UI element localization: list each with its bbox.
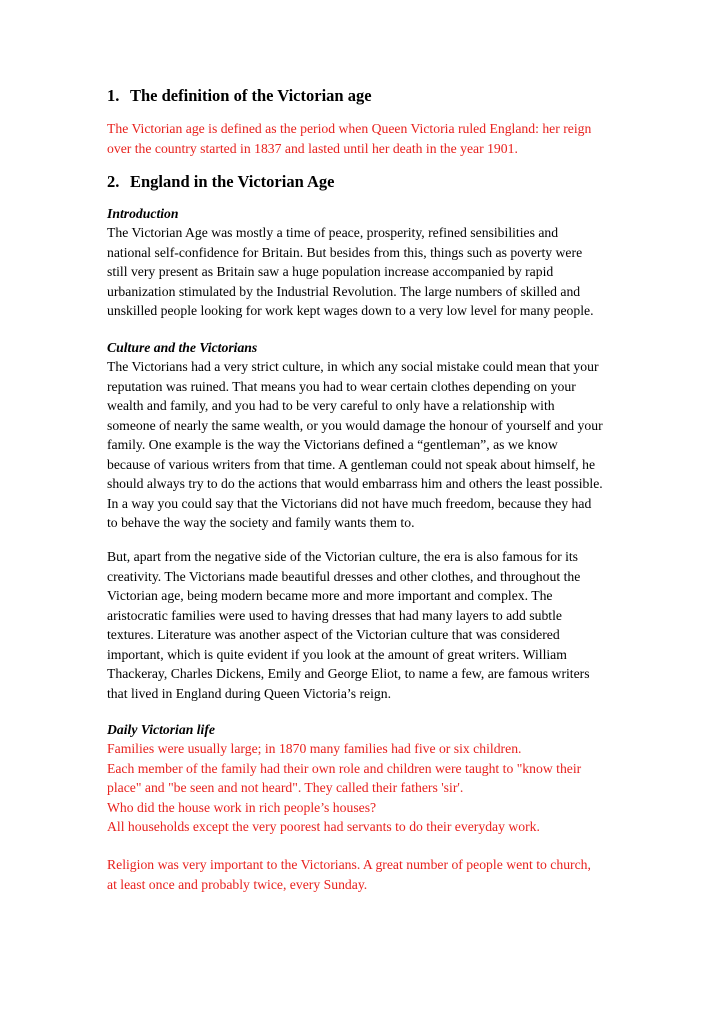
text-line: urbanization stimulated by the Industrial Revolution. The large numbers of skilled and [107, 283, 581, 299]
text-line: over the country started in 1837 and lasted until her death in the year 1901. [107, 140, 518, 156]
text-line: aristocratic families were used to having dresses that had many layers to add subtle [107, 607, 562, 623]
text-line: Thackeray, Charles Dickens, Emily and George Eliot, to name a few, are famous writers [107, 666, 590, 681]
text-line: wealth and family, and you had to be very careful to only have a relationship with [107, 398, 555, 413]
text-line: someone of nearly the same wealth, or you would damage the honour of yourself and your [107, 417, 603, 433]
introduction-body [107, 223, 594, 321]
culture-body-1 [107, 357, 603, 533]
introduction-heading: Introduction [107, 206, 179, 221]
text-line: Who did the house work in rich people’s houses? [107, 799, 377, 815]
text-line: Victorian age, being modern became more and more important and complex. The [107, 588, 553, 603]
text-line: But, apart from the negative side of the Victorian culture, the era is also famous for its [107, 549, 579, 564]
text-line: still very present as Britain saw a huge population increase accompanied by rapid [107, 264, 554, 279]
section-2-number: 2. [107, 172, 120, 191]
text-line: important, which is quite evident if you look at the amount of great writers. William [107, 646, 567, 662]
section-1-title: The definition of the Victorian age [130, 86, 372, 105]
daily-life-body-1 [107, 739, 581, 837]
text-line: because of various writers from that time. A gentleman could not speak about himself, he [107, 456, 596, 472]
culture-body-2 [107, 547, 590, 703]
text-line: The Victorians had a very strict culture, in which any social mistake could mean that your [107, 359, 599, 374]
text-line: family. One example is the way the Victorians defined a “gentleman”, as we know [107, 437, 558, 452]
text-line: textures. Literature was another aspect of the Victorian culture that was considered [107, 627, 560, 642]
text-line: The Victorian Age was mostly a time of peace, prosperity, refined sensibilities and [107, 225, 559, 240]
text-line: Each member of the family had their own role and children were taught to "know their [107, 760, 582, 776]
section-1-number: 1. [107, 86, 120, 105]
section-1-heading [107, 86, 372, 106]
text-line: at least once and probably twice, every Sunday. [107, 876, 368, 892]
text-line: creativity. The Victorians made beautiful dresses and other clothes, and throughout the [107, 568, 581, 584]
daily-life-heading: Daily Victorian life [107, 722, 215, 737]
text-line: All households except the very poorest had servants to do their everyday work. [107, 819, 540, 834]
section-2-title: England in the Victorian Age [130, 172, 335, 191]
culture-heading: Culture and the Victorians [107, 340, 258, 355]
text-line: to behave the way the society and family wants them to. [107, 515, 415, 530]
text-line: should always try to do the actions that would embarrass him and others the least possible. [107, 476, 603, 491]
text-line: The Victorian age is defined as the period when Queen Victoria ruled England: her reign [107, 121, 592, 136]
text-line: that lived in England during Queen Victoria’s reign. [107, 685, 392, 701]
text-line: unskilled people looking for work kept wages down to a very low level for many people. [107, 303, 594, 318]
section-2-heading [107, 172, 334, 192]
text-line: Families were usually large; in 1870 many families had five or six children. [107, 741, 522, 756]
text-line: In a way you could say that the Victorians did not have much freedom, because they had [107, 495, 592, 511]
section-1-body [107, 119, 591, 158]
text-line: reputation was ruined. That means you had to wear certain clothes depending on your [107, 378, 576, 394]
text-line: Religion was very important to the Victorians. A great number of people went to church, [107, 857, 591, 872]
text-line: national self-confidence for Britain. But besides from this, things such as poverty were [107, 244, 583, 260]
daily-life-body-2 [107, 855, 591, 894]
text-line: place" and "be seen and not heard". They called their fathers 'sir'. [107, 780, 464, 795]
